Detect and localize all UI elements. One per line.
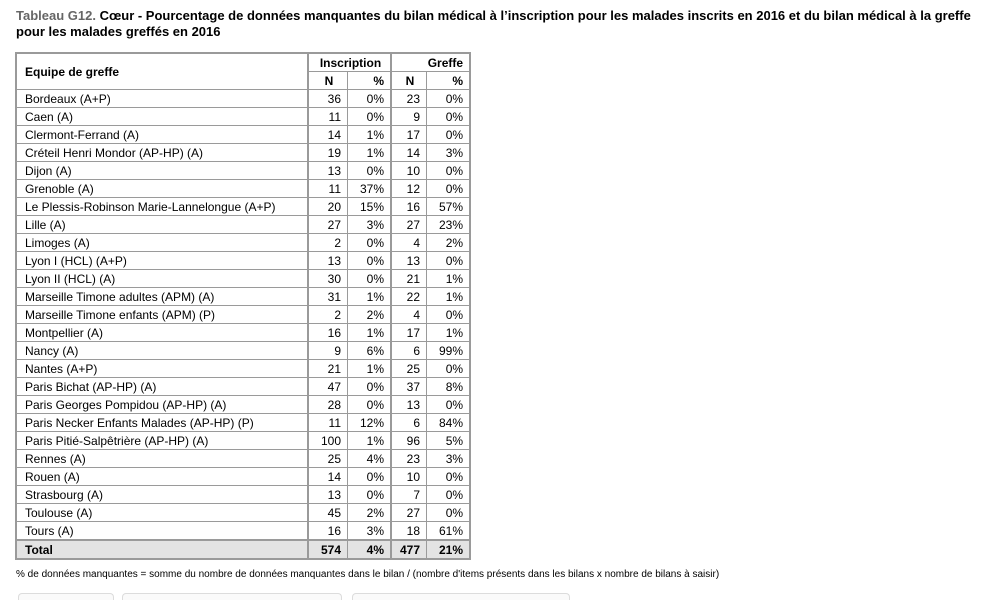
inscription-pct-cell: 37% — [348, 180, 392, 198]
table-row — [16, 450, 470, 468]
greffe-n-cell: 4 — [391, 306, 427, 324]
inscription-pct-cell: 1% — [348, 288, 392, 306]
table-row — [16, 486, 470, 504]
inscription-pct-cell: 1% — [348, 360, 392, 378]
team-cell: Paris Bichat (AP-HP) (A) — [16, 378, 308, 396]
greffe-n-cell: 18 — [391, 522, 427, 541]
team-cell: Créteil Henri Mondor (AP-HP) (A) — [16, 144, 308, 162]
total-greffe-pct: 21% — [427, 540, 471, 559]
team-cell: Marseille Timone adultes (APM) (A) — [16, 288, 308, 306]
greffe-n-cell: 13 — [391, 252, 427, 270]
greffe-pct-cell: 0% — [427, 360, 471, 378]
team-cell: Marseille Timone enfants (APM) (P) — [16, 306, 308, 324]
inscription-n-cell: 13 — [308, 252, 348, 270]
greffe-pct-cell: 0% — [427, 108, 471, 126]
greffe-pct-cell: 0% — [427, 396, 471, 414]
inscription-pct-cell: 1% — [348, 432, 392, 450]
greffe-n-cell: 27 — [391, 504, 427, 522]
team-cell: Le Plessis-Robinson Marie-Lannelongue (A+P) — [16, 198, 308, 216]
table-row — [16, 432, 470, 450]
inscription-n-cell: 25 — [308, 450, 348, 468]
team-cell: Lyon I (HCL) (A+P) — [16, 252, 308, 270]
table-row — [16, 414, 470, 432]
greffe-n-cell: 17 — [391, 126, 427, 144]
greffe-group-header: Greffe — [391, 53, 470, 72]
greffe-n-cell: 27 — [391, 216, 427, 234]
greffe-n-cell: 10 — [391, 468, 427, 486]
table-title — [16, 8, 978, 40]
table-row — [16, 270, 470, 288]
table-row — [16, 252, 470, 270]
table-row — [16, 288, 470, 306]
greffe-pct-cell: 0% — [427, 180, 471, 198]
total-greffe-n: 477 — [391, 540, 427, 559]
total-inscription-pct: 4% — [348, 540, 392, 559]
team-cell: Tours (A) — [16, 522, 308, 541]
greffe-n-cell: 6 — [391, 342, 427, 360]
greffe-pct-cell: 57% — [427, 198, 471, 216]
inscription-n-cell: 2 — [308, 234, 348, 252]
greffe-n-cell: 14 — [391, 144, 427, 162]
greffe-pct-cell: 0% — [427, 468, 471, 486]
inscription-n-cell: 100 — [308, 432, 348, 450]
greffe-n-cell: 7 — [391, 486, 427, 504]
inscription-pct-cell: 1% — [348, 126, 392, 144]
greffe-n-header: N — [391, 72, 427, 90]
inscription-pct-cell: 2% — [348, 504, 392, 522]
inscription-pct-cell: 0% — [348, 486, 392, 504]
inscription-n-cell: 2 — [308, 306, 348, 324]
inscription-n-cell: 13 — [308, 162, 348, 180]
team-cell: Grenoble (A) — [16, 180, 308, 198]
team-cell: Montpellier (A) — [16, 324, 308, 342]
greffe-n-cell: 96 — [391, 432, 427, 450]
inscription-n-cell: 30 — [308, 270, 348, 288]
team-cell: Paris Georges Pompidou (AP-HP) (A) — [16, 396, 308, 414]
greffe-n-cell: 17 — [391, 324, 427, 342]
total-label: Total — [16, 540, 308, 559]
greffe-pct-cell: 0% — [427, 504, 471, 522]
inscription-pct-cell: 3% — [348, 522, 392, 541]
inscription-n-cell: 28 — [308, 396, 348, 414]
greffe-pct-cell: 2% — [427, 234, 471, 252]
inscription-pct-cell: 0% — [348, 108, 392, 126]
greffe-pct-cell: 0% — [427, 252, 471, 270]
inscription-pct-cell: 1% — [348, 144, 392, 162]
inscription-n-cell: 11 — [308, 180, 348, 198]
table-row — [16, 162, 470, 180]
table-row — [16, 468, 470, 486]
greffe-n-cell: 4 — [391, 234, 427, 252]
total-inscription-n: 574 — [308, 540, 348, 559]
team-cell: Limoges (A) — [16, 234, 308, 252]
inscription-n-cell: 27 — [308, 216, 348, 234]
team-cell: Caen (A) — [16, 108, 308, 126]
greffe-n-cell: 21 — [391, 270, 427, 288]
inscription-n-cell: 45 — [308, 504, 348, 522]
table-row — [16, 522, 470, 541]
inscription-pct-cell: 0% — [348, 90, 392, 108]
inscription-pct-cell: 12% — [348, 414, 392, 432]
inscription-pct-cell: 0% — [348, 162, 392, 180]
greffe-pct-cell: 0% — [427, 126, 471, 144]
inscription-pct-cell: 2% — [348, 306, 392, 324]
inscription-n-cell: 47 — [308, 378, 348, 396]
table-row — [16, 360, 470, 378]
greffe-n-cell: 25 — [391, 360, 427, 378]
team-cell: Rouen (A) — [16, 468, 308, 486]
footnote: % de données manquantes = somme du nombre de données manquantes dans le bilan / (nombre d'items présents dans les bilans x nombre de bilans à saisir) — [16, 569, 720, 580]
table-row — [16, 180, 470, 198]
team-cell: Toulouse (A) — [16, 504, 308, 522]
inscription-pct-header: % — [348, 72, 392, 90]
table-row — [16, 306, 470, 324]
inscription-n-cell: 14 — [308, 468, 348, 486]
inscription-pct-cell: 0% — [348, 270, 392, 288]
greffe-pct-cell: 1% — [427, 324, 471, 342]
team-cell: Nancy (A) — [16, 342, 308, 360]
inscription-n-cell: 9 — [308, 342, 348, 360]
greffe-pct-cell: 0% — [427, 486, 471, 504]
inscription-n-cell: 31 — [308, 288, 348, 306]
inscription-n-cell: 20 — [308, 198, 348, 216]
table-row — [16, 126, 470, 144]
inscription-n-cell: 16 — [308, 324, 348, 342]
inscription-n-cell: 11 — [308, 414, 348, 432]
team-column-header: Equipe de greffe — [16, 53, 308, 90]
inscription-group-header: Inscription — [308, 53, 391, 72]
team-cell: Strasbourg (A) — [16, 486, 308, 504]
inscription-n-cell: 11 — [308, 108, 348, 126]
table-row — [16, 396, 470, 414]
greffe-n-cell: 9 — [391, 108, 427, 126]
greffe-pct-cell: 99% — [427, 342, 471, 360]
greffe-pct-cell: 0% — [427, 162, 471, 180]
greffe-pct-cell: 1% — [427, 288, 471, 306]
greffe-pct-cell: 61% — [427, 522, 471, 541]
greffe-pct-cell: 0% — [427, 306, 471, 324]
table-row — [16, 378, 470, 396]
table-row — [16, 234, 470, 252]
inscription-n-cell: 16 — [308, 522, 348, 541]
inscription-pct-cell: 0% — [348, 234, 392, 252]
greffe-pct-cell: 3% — [427, 450, 471, 468]
team-cell: Dijon (A) — [16, 162, 308, 180]
greffe-n-cell: 23 — [391, 450, 427, 468]
greffe-n-cell: 37 — [391, 378, 427, 396]
team-cell: Bordeaux (A+P) — [16, 90, 308, 108]
inscription-pct-cell: 15% — [348, 198, 392, 216]
team-cell: Clermont-Ferrand (A) — [16, 126, 308, 144]
inscription-n-cell: 13 — [308, 486, 348, 504]
inscription-pct-cell: 3% — [348, 216, 392, 234]
greffe-pct-cell: 84% — [427, 414, 471, 432]
inscription-pct-cell: 0% — [348, 468, 392, 486]
greffe-n-cell: 10 — [391, 162, 427, 180]
team-cell: Rennes (A) — [16, 450, 308, 468]
greffe-pct-cell: 5% — [427, 432, 471, 450]
inscription-n-header: N — [308, 72, 348, 90]
team-cell: Lille (A) — [16, 216, 308, 234]
inscription-pct-cell: 1% — [348, 324, 392, 342]
team-cell: Paris Pitié-Salpêtrière (AP-HP) (A) — [16, 432, 308, 450]
inscription-n-cell: 36 — [308, 90, 348, 108]
greffe-n-cell: 6 — [391, 414, 427, 432]
table-number: Tableau G12. — [16, 8, 96, 23]
table-body — [16, 90, 470, 541]
team-cell: Paris Necker Enfants Malades (AP-HP) (P) — [16, 414, 308, 432]
table-row — [16, 90, 470, 108]
inscription-pct-cell: 6% — [348, 342, 392, 360]
greffe-pct-cell: 8% — [427, 378, 471, 396]
inscription-n-cell: 14 — [308, 126, 348, 144]
greffe-n-cell: 23 — [391, 90, 427, 108]
greffe-pct-cell: 23% — [427, 216, 471, 234]
greffe-pct-cell: 0% — [427, 90, 471, 108]
team-cell: Lyon II (HCL) (A) — [16, 270, 308, 288]
inscription-pct-cell: 0% — [348, 252, 392, 270]
inscription-pct-cell: 4% — [348, 450, 392, 468]
greffe-pct-header: % — [427, 72, 471, 90]
team-cell: Nantes (A+P) — [16, 360, 308, 378]
inscription-n-cell: 21 — [308, 360, 348, 378]
greffe-n-cell: 12 — [391, 180, 427, 198]
table-row — [16, 504, 470, 522]
table-row — [16, 324, 470, 342]
table-row — [16, 144, 470, 162]
inscription-pct-cell: 0% — [348, 378, 392, 396]
inscription-pct-cell: 0% — [348, 396, 392, 414]
missing-data-table — [15, 52, 471, 560]
table-row — [16, 216, 470, 234]
total-row — [16, 540, 470, 559]
greffe-n-cell: 22 — [391, 288, 427, 306]
table-row — [16, 198, 470, 216]
greffe-pct-cell: 1% — [427, 270, 471, 288]
greffe-pct-cell: 3% — [427, 144, 471, 162]
table-row — [16, 108, 470, 126]
table-row — [16, 342, 470, 360]
inscription-n-cell: 19 — [308, 144, 348, 162]
greffe-n-cell: 13 — [391, 396, 427, 414]
greffe-n-cell: 16 — [391, 198, 427, 216]
table-caption: Cœur - Pourcentage de données manquantes du bilan médical à l’inscription pour les malades inscrits en 2016 et du bilan médical à la greffe pour les malades greffés en 2016 — [16, 8, 971, 39]
